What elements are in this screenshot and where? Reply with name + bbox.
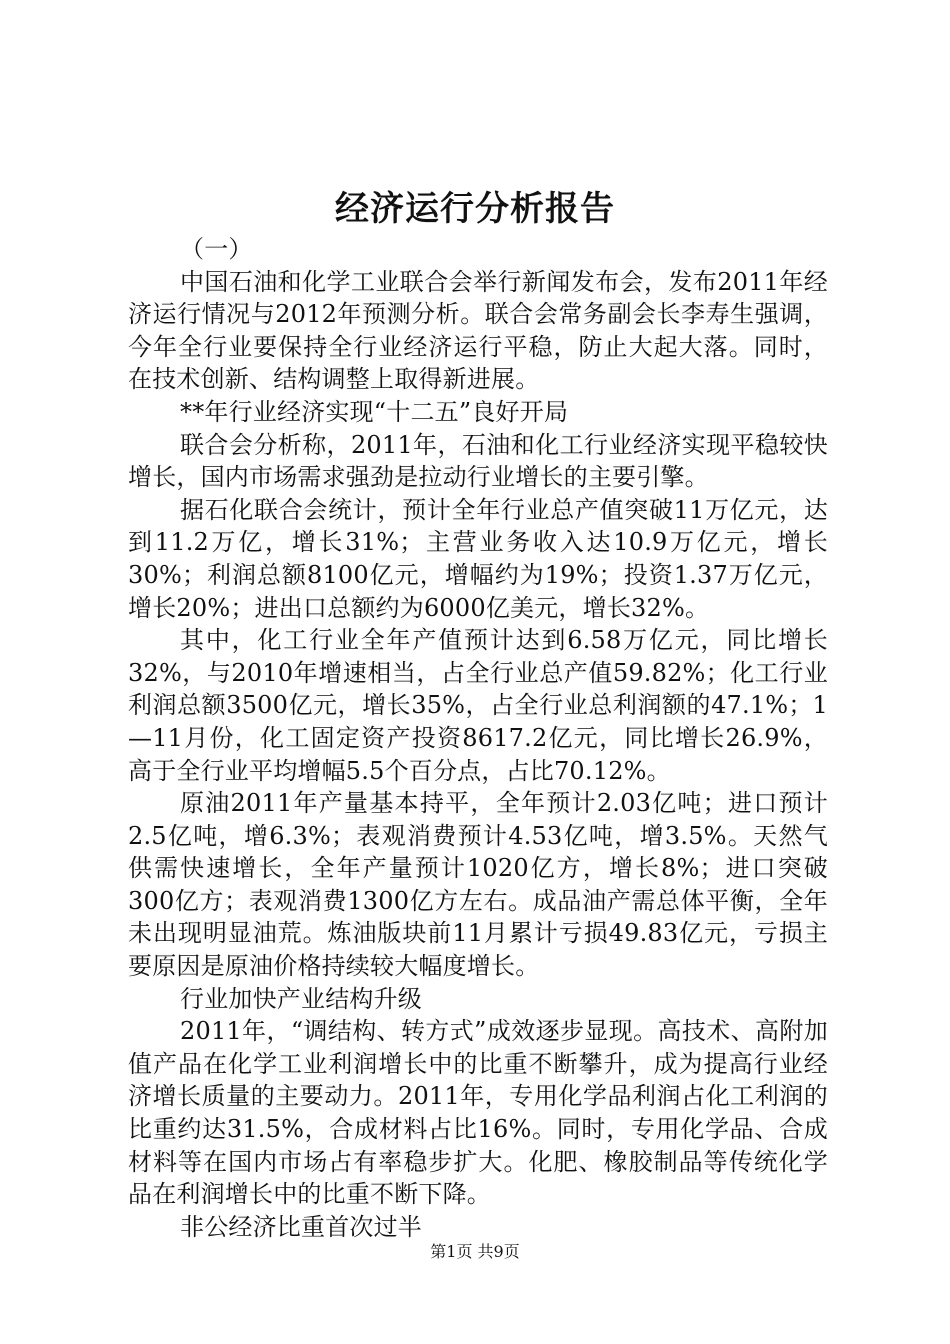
section-heading: **年行业经济实现“十二五”良好开局 bbox=[180, 397, 569, 426]
page-number-footer: 第1页 共9页 bbox=[430, 1242, 520, 1261]
paragraph: 原油2011年产量基本持平，全年预计2.03亿吨；进口预计2.5亿吨，增6.3%；表观消费预计4.53亿吨，增3.5%。天然气供需快速增长，全年产量预计1020亿方，增长8%；进口突破300亿方；表观消费1300亿方左右。成品油产需总体平衡，全年未出现明显油荒。炼油版块前11月累计亏损49.83亿元，亏损主要原因是原油价格持续较大幅度增长。 bbox=[128, 789, 828, 981]
document-title: 经济运行分析报告 bbox=[335, 189, 615, 229]
paragraph: 其中，化工行业全年产值预计达到6.58万亿元，同比增长32%，与2010年增速相当，占全行业总产值59.82%；化工行业利润总额3500亿元，增长35%，占全行业总利润额的47.1%；1—11月份，化工固定资产投资8617.2亿元，同比增长26.9%，高于全行业平均增幅5.5个百分点，占比70.12%。 bbox=[128, 626, 828, 785]
paragraph: 联合会分析称，2011年，石油和化工行业经济实现平稳较快增长，国内市场需求强劲是拉动行业增长的主要引擎。 bbox=[128, 430, 828, 492]
section-heading: 非公经济比重首次过半 bbox=[180, 1212, 422, 1241]
document-body bbox=[128, 233, 828, 1243]
paragraph: 2011年，“调结构、转方式”成效逐步显现。高技术、高附加值产品在化学工业利润增长中的比重不断攀升，成为提高行业经济增长质量的主要动力。2011年，专用化学品利润占化工利润的比重约达31.5%，合成材料占比16%。同时，专用化学品、合成材料等在国内市场占有率稳步扩大。化肥、橡胶制品等传统化学品在利润增长中的比重不断下降。 bbox=[128, 1017, 828, 1209]
section-number: （一） bbox=[180, 235, 253, 263]
paragraph: 中国石油和化学工业联合会举行新闻发布会，发布2011年经济运行情况与2012年预测分析。联合会常务副会长李寿生强调，今年全行业要保持全行业经济运行平稳，防止大起大落。同时，在技术创新、结构调整上取得新进展。 bbox=[128, 267, 828, 394]
paragraph: 据石化联合会统计，预计全年行业总产值突破11万亿元，达到11.2万亿，增长31%；主营业务收入达10.9万亿元，增长30%；利润总额8100亿元，增幅约为19%；投资1.37万亿元，增长20%；进出口总额约为6000亿美元，增长32%。 bbox=[128, 495, 828, 622]
section-heading: 行业加快产业结构升级 bbox=[180, 984, 422, 1013]
